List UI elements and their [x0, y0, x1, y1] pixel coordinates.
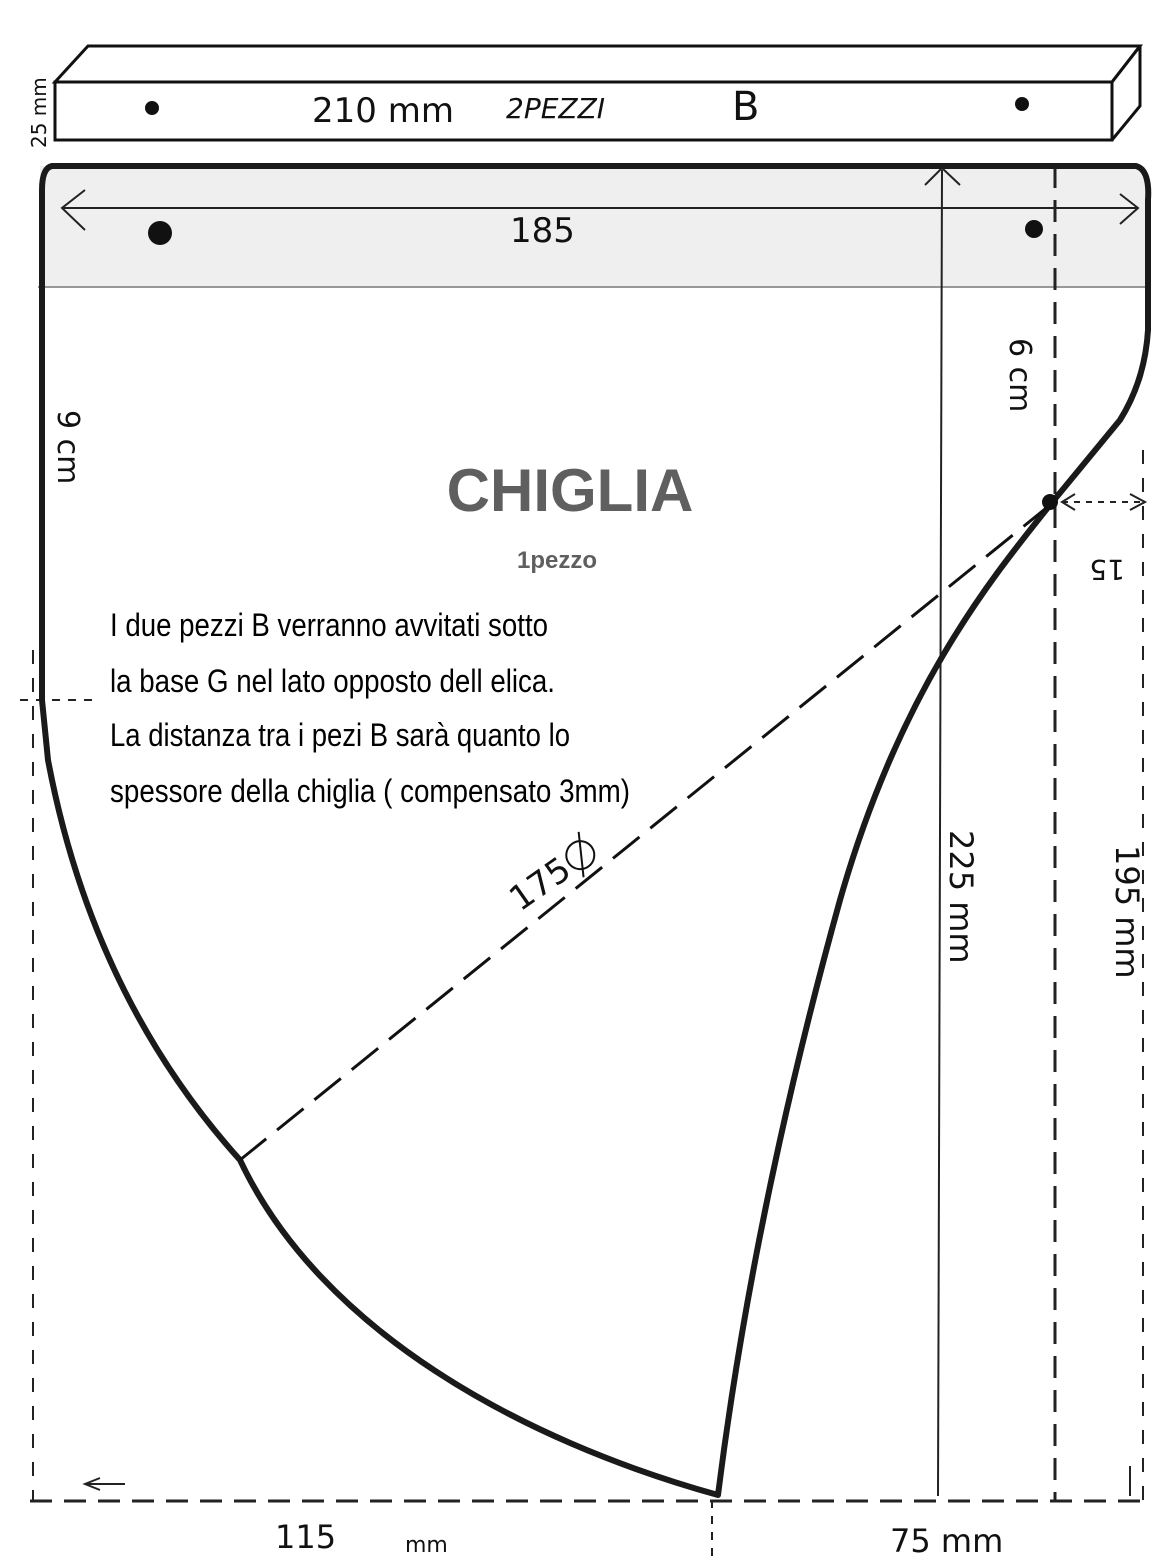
bottom-75mm-label: 75 mm	[890, 1522, 1004, 1560]
instruction-line-3: La distanza tra i pezi B sarà quanto lo	[110, 717, 570, 753]
piece-b-hole-right	[1015, 97, 1029, 111]
instruction-line-4: spessore della chiglia ( compensato 3mm)	[110, 773, 630, 809]
bottom-115-unit: mm	[405, 1533, 448, 1558]
keel-count: 1pezzo	[516, 547, 598, 574]
piece-b-letter: B	[732, 84, 760, 130]
diagonal-radius-line	[240, 505, 1050, 1160]
pivot-offset-15-label: 15	[1089, 553, 1125, 586]
height-195mm-label: 195 mm	[1108, 845, 1146, 979]
instructions-block	[110, 607, 630, 809]
upper-right-6cm-label: 6 cm	[1002, 338, 1037, 413]
left-9cm-label: 9 cm	[50, 410, 85, 485]
piece-b-count-label: 2PEZZI	[506, 92, 606, 125]
keel-hole-left	[148, 221, 172, 245]
piece-b-height-label: 25 mm	[27, 77, 51, 148]
keel-outline	[42, 166, 1148, 1495]
width-185-label: 185	[510, 211, 575, 251]
instruction-line-2: la base G nel lato opposto dell elica.	[110, 663, 555, 699]
keel-title: CHIGLIA	[446, 457, 694, 524]
height-225mm-label: 225 mm	[942, 830, 980, 964]
keel-hole-right	[1025, 220, 1043, 238]
piece-b-length-label: 210 mm	[312, 91, 454, 131]
diagonal-175-label: 175	[502, 849, 579, 920]
piece-b-hole-left	[145, 101, 159, 115]
instruction-line-1: I due pezzi B verranno avvitati sotto	[110, 607, 548, 643]
bottom-115-label: 115	[275, 1518, 337, 1556]
